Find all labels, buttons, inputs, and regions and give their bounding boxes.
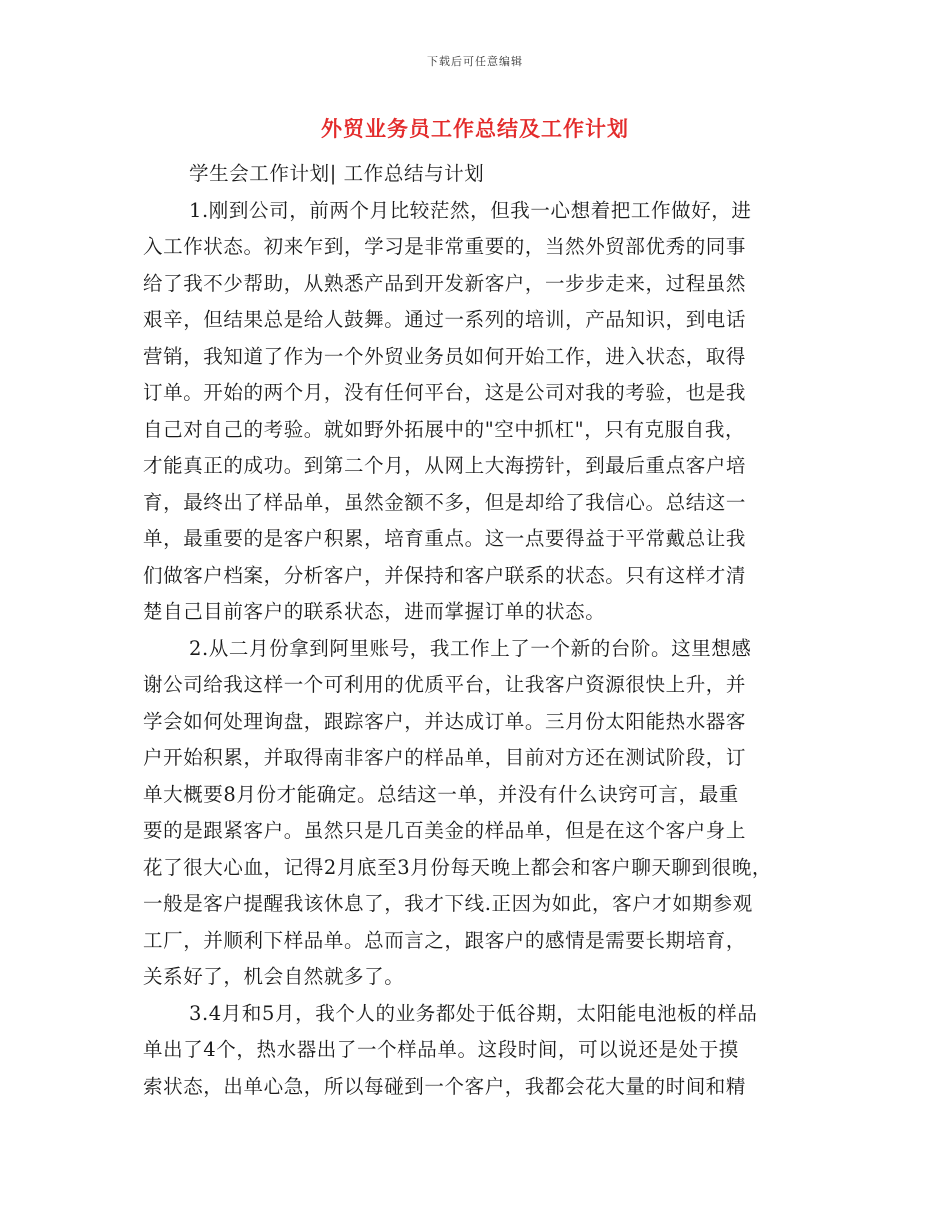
paragraph-line: 单，最重要的是客户积累，培育重点。这一点要得益于平常戴总让我 [143, 527, 747, 550]
paragraph-line: 一般是客户提醒我该休息了，我才下线.正因为如此，客户才如期参观 [143, 892, 753, 915]
paragraph-line: 索状态，出单心急，所以每碰到一个客户，我都会花大量的时间和精 [143, 1074, 747, 1098]
paragraph-line: 单大概要8月份才能确定。总结这一单，并没有什么诀窍可言，最重 [143, 782, 739, 806]
paragraph-line: 谢公司给我这样一个可利用的优质平台，让我客户资源很快上升，并 [143, 673, 747, 696]
paragraph-line: 们做客户档案，分析客户，并保持和客户联系的状态。只有这样才清 [143, 563, 747, 587]
paragraph-line: 入工作状态。初来乍到，学习是非常重要的，当然外贸部优秀的同事 [143, 235, 747, 258]
document-title: 外贸业务员工作总结及工作计划 [321, 116, 629, 141]
paragraph-line: 自己对自己的考验。就如野外拓展中的"空中抓杠"，只有克服自我， [143, 417, 746, 441]
paragraph-line: 户开始积累，并取得南非客户的样品单，目前对方还在测试阶段，订 [143, 746, 747, 769]
paragraph-line: 营销，我知道了作为一个外贸业务员如何开始工作，进入状态，取得 [143, 344, 747, 368]
paragraph-line: 要的是跟紧客户。虽然只是几百美金的样品单，但是在这个客户身上 [143, 819, 747, 842]
paragraph-line: 才能真正的成功。到第二个月，从网上大海捞针，到最后重点客户培 [143, 454, 747, 477]
paragraph-line: 3.4月和5月，我个人的业务都处于低谷期，太阳能电池板的样品 [189, 1001, 758, 1025]
paragraph-line: 工厂，并顺利下样品单。总而言之，跟客户的感情是需要长期培育， [143, 928, 747, 952]
paragraph-line: 2.从二月份拿到阿里账号，我工作上了一个新的台阶。这里想感 [189, 636, 752, 660]
paragraph-line: 学生会工作计划| 工作总结与计划 [189, 162, 485, 185]
paragraph-line: 学会如何处理询盘，跟踪客户，并达成订单。三月份太阳能热水器客 [143, 709, 747, 733]
paragraph-line: 单出了4个，热水器出了一个样品单。这段时间，可以说还是处于摸 [143, 1038, 739, 1061]
paragraph-line: 花了很大心血，记得2月底至3月份每天晚上都会和客户聊天聊到很晚， [143, 855, 773, 879]
paragraph-line: 楚自己目前客户的联系状态，进而掌握订单的状态。 [143, 600, 606, 623]
document-body [143, 156, 823, 1105]
paragraph-line: 订单。开始的两个月，没有任何平台，这是公司对我的考验，也是我 [143, 381, 747, 404]
header-note: 下载后可任意编辑 [427, 55, 523, 68]
paragraph-line: 给了我不少帮助，从熟悉产品到开发新客户，一步步走来，过程虽然 [143, 271, 747, 295]
paragraph-line: 关系好了，机会自然就多了。 [143, 965, 405, 988]
paragraph-line: 1.刚到公司，前两个月比较茫然，但我一心想着把工作做好，进 [189, 198, 752, 222]
paragraph-line: 艰辛，但结果总是给人鼓舞。通过一系列的培训，产品知识，到电话 [143, 308, 747, 331]
paragraph-line: 育，最终出了样品单，虽然金额不多，但是却给了我信心。总结这一 [143, 490, 747, 514]
